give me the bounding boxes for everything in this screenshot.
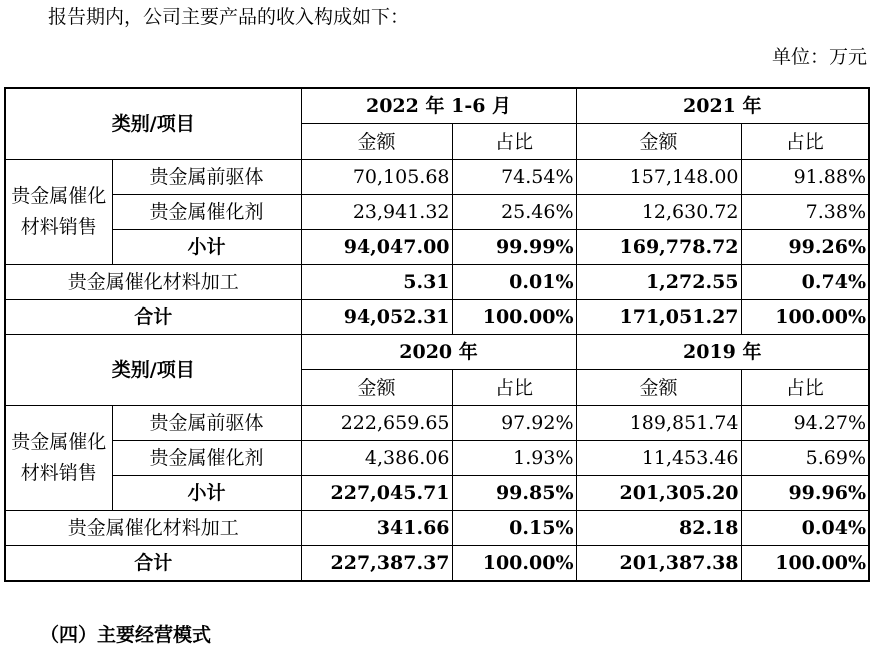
- header-row-periods: [5, 88, 869, 124]
- cell-amount: 1,272.55: [576, 265, 741, 300]
- row-label: 贵金属催化剂: [112, 441, 301, 476]
- cell-ratio: 99.26%: [741, 230, 869, 265]
- group-label: 贵金属催化材料销售: [5, 406, 112, 511]
- group-label: 贵金属催化材料销售: [5, 160, 112, 265]
- cell-ratio: 0.74%: [741, 265, 869, 300]
- cell-ratio: 97.92%: [452, 406, 576, 441]
- table-row: [5, 195, 869, 230]
- cell-amount: 4,386.06: [301, 441, 452, 476]
- period-header: 2022 年 1-6 月: [301, 88, 576, 124]
- subtotal-row: [5, 230, 869, 265]
- ratio-header: 占比: [452, 370, 576, 406]
- row-label: 贵金属前驱体: [112, 406, 301, 441]
- cell-amount: 94,052.31: [301, 300, 452, 335]
- amount-header: 金额: [301, 124, 452, 160]
- cell-ratio: 100.00%: [452, 546, 576, 582]
- cell-ratio: 0.01%: [452, 265, 576, 300]
- unit-label: 单位：万元: [771, 46, 867, 68]
- ratio-header: 占比: [741, 124, 869, 160]
- row-label: 小计: [112, 476, 301, 511]
- ratio-header: 占比: [741, 370, 869, 406]
- cell-amount: 201,387.38: [576, 546, 741, 582]
- intro-text: 报告期内，公司主要产品的收入构成如下：: [48, 6, 410, 28]
- row-label: 合计: [5, 300, 301, 335]
- cell-amount: 11,453.46: [576, 441, 741, 476]
- header-row-periods: [5, 335, 869, 370]
- ratio-header: 占比: [452, 124, 576, 160]
- cell-ratio: 99.85%: [452, 476, 576, 511]
- total-row: [5, 300, 869, 335]
- next-section-heading: （四）主要经营模式: [40, 624, 212, 646]
- subtotal-row: [5, 476, 869, 511]
- total-row: [5, 546, 869, 582]
- cell-ratio: 99.99%: [452, 230, 576, 265]
- cell-ratio: 100.00%: [741, 546, 869, 582]
- cell-ratio: 100.00%: [452, 300, 576, 335]
- period-header: 2021 年: [576, 88, 869, 124]
- category-header: 类别/项目: [5, 335, 301, 406]
- cell-ratio: 100.00%: [741, 300, 869, 335]
- table-row: [5, 441, 869, 476]
- row-label: 合计: [5, 546, 301, 582]
- cell-amount: 12,630.72: [576, 195, 741, 230]
- cell-amount: 201,305.20: [576, 476, 741, 511]
- cell-amount: 70,105.68: [301, 160, 452, 195]
- cell-ratio: 5.69%: [741, 441, 869, 476]
- revenue-table: [4, 87, 870, 582]
- cell-ratio: 99.96%: [741, 476, 869, 511]
- period-header: 2019 年: [576, 335, 869, 370]
- cell-amount: 189,851.74: [576, 406, 741, 441]
- cell-amount: 94,047.00: [301, 230, 452, 265]
- amount-header: 金额: [576, 124, 741, 160]
- processing-row: [5, 511, 869, 546]
- category-header: 类别/项目: [5, 88, 301, 160]
- cell-amount: 227,045.71: [301, 476, 452, 511]
- row-label: 贵金属前驱体: [112, 160, 301, 195]
- row-label: 贵金属催化材料加工: [5, 511, 301, 546]
- amount-header: 金额: [576, 370, 741, 406]
- cell-amount: 171,051.27: [576, 300, 741, 335]
- cell-ratio: 91.88%: [741, 160, 869, 195]
- amount-header: 金额: [301, 370, 452, 406]
- row-label: 小计: [112, 230, 301, 265]
- cell-ratio: 74.54%: [452, 160, 576, 195]
- cell-ratio: 7.38%: [741, 195, 869, 230]
- processing-row: [5, 265, 869, 300]
- cell-amount: 82.18: [576, 511, 741, 546]
- row-label: 贵金属催化材料加工: [5, 265, 301, 300]
- table-row: [5, 160, 869, 195]
- cell-ratio: 1.93%: [452, 441, 576, 476]
- cell-amount: 227,387.37: [301, 546, 452, 582]
- cell-ratio: 0.15%: [452, 511, 576, 546]
- cell-amount: 222,659.65: [301, 406, 452, 441]
- cell-amount: 341.66: [301, 511, 452, 546]
- cell-amount: 23,941.32: [301, 195, 452, 230]
- cell-amount: 5.31: [301, 265, 452, 300]
- row-label: 贵金属催化剂: [112, 195, 301, 230]
- cell-ratio: 25.46%: [452, 195, 576, 230]
- cell-amount: 169,778.72: [576, 230, 741, 265]
- table-row: [5, 406, 869, 441]
- cell-amount: 157,148.00: [576, 160, 741, 195]
- cell-ratio: 94.27%: [741, 406, 869, 441]
- period-header: 2020 年: [301, 335, 576, 370]
- cell-ratio: 0.04%: [741, 511, 869, 546]
